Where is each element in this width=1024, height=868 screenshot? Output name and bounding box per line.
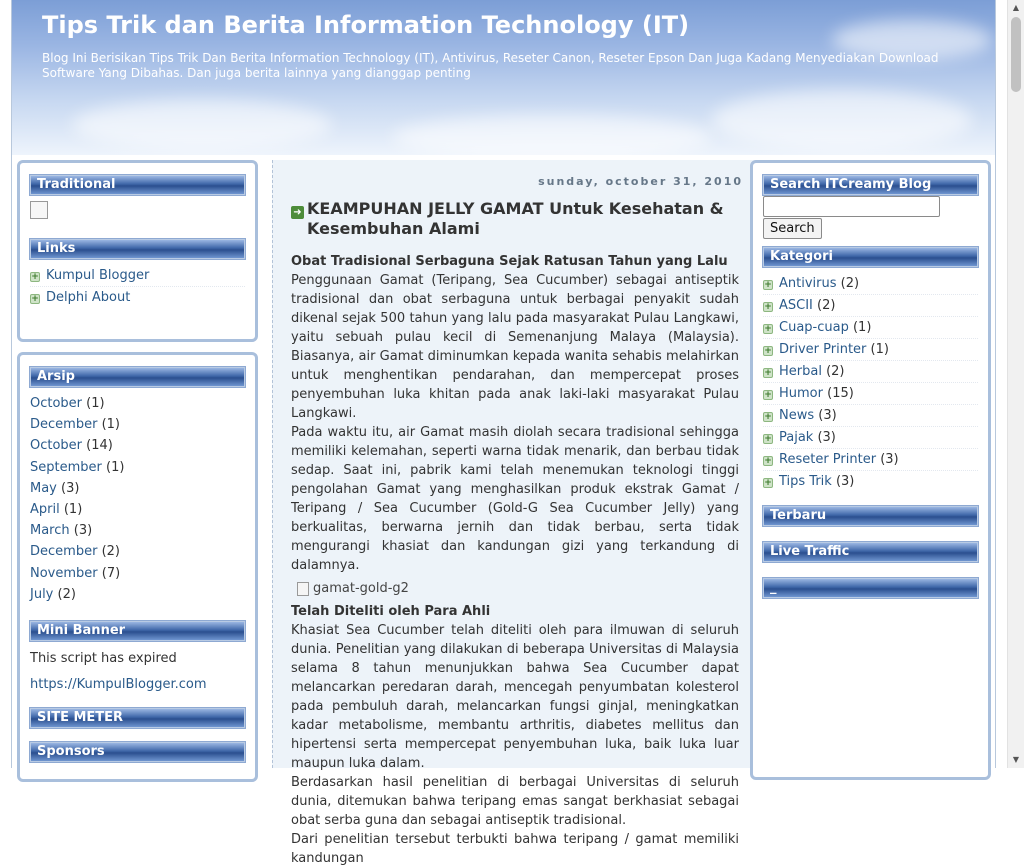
category-count: (2) bbox=[826, 364, 845, 379]
list-item bbox=[30, 287, 245, 308]
category-item bbox=[763, 317, 978, 339]
archive-count: (1) bbox=[63, 501, 83, 517]
spacer bbox=[763, 492, 978, 506]
spacer bbox=[30, 605, 245, 621]
archive-item bbox=[30, 541, 245, 562]
archive-count: (2) bbox=[101, 544, 120, 560]
post-subheading: Obat Tradisional Serbaguna Sejak Ratusan Tahun yang Lalu bbox=[291, 254, 728, 269]
archive-count: (1) bbox=[86, 396, 105, 411]
archive-link[interactable]: March bbox=[30, 523, 70, 539]
right-sidebar bbox=[750, 160, 991, 780]
category-item bbox=[763, 405, 978, 427]
cloud-decoration bbox=[712, 90, 972, 150]
bullet-plus-icon: + bbox=[764, 412, 772, 422]
widget-title-live-traffic: Live Traffic bbox=[763, 542, 978, 562]
category-item bbox=[763, 273, 978, 295]
widget-title-traditional: Traditional bbox=[30, 175, 245, 195]
category-count: (3) bbox=[835, 474, 855, 489]
categories-list bbox=[763, 273, 978, 492]
post-paragraph: Pada waktu itu, air Gamat masih diolah secara tradisional sehingga memiliki kelemahan, seperti warna tidak menarik, dan berbau tidak sedap. Saat ini, pabrik kami telah menemukan teknologi tinggi pengolahan Gamat yang menghasilkan produk ekstrak Gamat / Teripang / Sea Cucumber (Gold-G Sea Cucumber Jelly) yang berkualitas, berwarna jernih dan tidak berbau, serta tidak mengurangi khasiat dan kandungan gizi yang terkandung di dalamnya. bbox=[291, 425, 739, 573]
category-item bbox=[763, 449, 978, 471]
category-link[interactable]: Humor bbox=[779, 386, 823, 401]
category-count: (3) bbox=[817, 430, 836, 445]
widget-title-terbaru: Terbaru bbox=[763, 506, 978, 526]
category-item bbox=[763, 427, 978, 449]
category-link[interactable]: Cuap-cuap bbox=[779, 320, 849, 335]
bullet-plus-icon: + bbox=[31, 272, 39, 282]
category-link[interactable]: Herbal bbox=[779, 364, 822, 379]
list-item bbox=[30, 265, 245, 287]
post-subheading: Telah Diteliti oleh Para Ahli bbox=[291, 604, 491, 619]
post-title-link[interactable]: KEAMPUHAN JELLY GAMAT Untuk Kesehatan & Kesembuhan Alami bbox=[307, 199, 724, 238]
category-link[interactable]: Driver Printer bbox=[779, 342, 867, 357]
links-list bbox=[30, 265, 245, 308]
spacer bbox=[763, 568, 978, 578]
widget-title-search: Search ITCreamy Blog bbox=[763, 175, 978, 195]
link-delphi-about[interactable]: Delphi About bbox=[46, 290, 131, 305]
scroll-down-arrow-icon[interactable]: ▼ bbox=[1012, 755, 1020, 764]
category-count: (1) bbox=[870, 342, 889, 357]
archive-item bbox=[30, 584, 245, 605]
category-count: (1) bbox=[852, 320, 872, 335]
category-item bbox=[763, 383, 978, 405]
category-count: (2) bbox=[840, 276, 860, 291]
archive-link[interactable]: October bbox=[30, 396, 83, 411]
archive-link[interactable]: October bbox=[30, 438, 83, 454]
broken-image-icon[interactable] bbox=[30, 201, 48, 219]
widget-title-site-meter: SITE METER bbox=[30, 708, 245, 728]
archive-item bbox=[30, 520, 245, 541]
archive-count: (14) bbox=[86, 438, 113, 454]
category-link[interactable]: Reseter Printer bbox=[779, 452, 877, 467]
archive-link[interactable]: July bbox=[30, 586, 54, 602]
spacer bbox=[30, 698, 245, 708]
bullet-plus-icon: + bbox=[764, 390, 772, 400]
bullet-plus-icon: + bbox=[31, 294, 39, 304]
archive-item bbox=[30, 563, 245, 584]
page-frame bbox=[11, 0, 996, 866]
category-count: (3) bbox=[818, 408, 837, 423]
widget-title-categories: Kategori bbox=[763, 247, 978, 267]
bullet-plus-icon: + bbox=[764, 434, 772, 444]
archive-count: (3) bbox=[73, 523, 93, 539]
widget-title-archive: Arsip bbox=[30, 367, 245, 387]
archive-count: (2) bbox=[57, 586, 76, 602]
category-item bbox=[763, 339, 978, 361]
category-link[interactable]: Tips Trik bbox=[779, 474, 832, 489]
mini-banner-link[interactable]: https://KumpulBlogger.com bbox=[30, 676, 207, 692]
category-count: (15) bbox=[827, 386, 854, 401]
archive-link[interactable]: December bbox=[30, 544, 98, 560]
category-count: (3) bbox=[880, 452, 899, 467]
mini-banner-text: This script has expired bbox=[30, 650, 177, 666]
archive-link[interactable]: April bbox=[30, 501, 60, 517]
bullet-plus-icon: + bbox=[764, 280, 772, 290]
archive-link[interactable]: September bbox=[30, 459, 102, 475]
archive-count: (1) bbox=[106, 459, 125, 475]
category-link[interactable]: Antivirus bbox=[779, 276, 837, 291]
widget-title-mini-banner: Mini Banner bbox=[30, 621, 245, 641]
category-item bbox=[763, 295, 978, 317]
bullet-plus-icon: + bbox=[764, 368, 772, 378]
archive-count: (3) bbox=[61, 480, 80, 496]
archive-count: (1) bbox=[101, 417, 120, 433]
archive-item bbox=[30, 478, 245, 499]
category-link[interactable]: Pajak bbox=[779, 430, 814, 445]
archive-item bbox=[30, 499, 245, 520]
widget-title-sponsors: Sponsors bbox=[30, 742, 245, 762]
post-paragraph: Berdasarkan hasil penelitian di berbagai Universitas di seluruh dunia, ditemukan bahwa teripang emas sangat berkhasiat sebagai obat serba guna dan sebagai antiseptik tradisional. bbox=[291, 775, 739, 828]
archive-link[interactable]: May bbox=[30, 480, 57, 496]
spacer bbox=[763, 532, 978, 542]
category-count: (2) bbox=[817, 298, 836, 313]
cloud-decoration bbox=[392, 115, 712, 160]
archive-item bbox=[30, 414, 245, 435]
archive-item bbox=[30, 457, 245, 478]
category-item bbox=[763, 361, 978, 383]
cloud-decoration bbox=[72, 100, 332, 150]
post-body bbox=[291, 252, 739, 868]
post-date: sunday, october 31, 2010 bbox=[538, 175, 743, 188]
blog-header bbox=[12, 0, 995, 155]
archive-count: (7) bbox=[101, 565, 121, 581]
main-content bbox=[272, 160, 759, 866]
archive-list bbox=[30, 393, 245, 605]
left-sidebar-box-bottom bbox=[17, 352, 258, 782]
broken-image-icon bbox=[297, 582, 309, 596]
category-link[interactable]: News bbox=[779, 408, 815, 423]
bullet-plus-icon: + bbox=[764, 324, 772, 334]
post-paragraph: Penggunaan Gamat (Teripang, Sea Cucumber) sebagai antiseptik tradisional dan obat serbaguna untuk berbagai penyakit sudah dikenal sejak 500 tahun yang lalu pada masyarakat Pulau Langkawi, yaitu sebuah pulau kecil di Semenanjung Malaya (Malaysia). Biasanya, air Gamat diminumkan kepada wanita sehabis melahirkan untuk menghentikan pendarahan, dan mempercepat proses penyembuhan luka khitan pada anak laki-laki masyarakat Pulau Langkawi. bbox=[291, 273, 739, 421]
link-kumpul-blogger[interactable]: Kumpul Blogger bbox=[46, 268, 150, 283]
search-form bbox=[763, 196, 978, 239]
spacer bbox=[30, 734, 245, 742]
archive-item bbox=[30, 393, 245, 414]
search-button[interactable]: Search bbox=[763, 218, 822, 239]
post-paragraph: Dari penelitian tersebut terbukti bahwa teripang / gamat memiliki kandungan bbox=[291, 832, 739, 866]
blog-description: Blog Ini Berisikan Tips Trik Dan Berita Information Technology (IT), Antivirus, Reseter Canon, Reseter Epson Dan Juga Kadang Menyediakan Download Software Yang Dibahas. Dan juga berita lainnya yang dianggap penting bbox=[42, 51, 939, 80]
blog-title[interactable]: Tips Trik dan Berita Information Technology (IT) bbox=[42, 11, 690, 39]
category-item bbox=[763, 471, 978, 492]
post-title bbox=[291, 199, 731, 239]
widget-title-links: Links bbox=[30, 239, 245, 259]
page-scrollbar[interactable] bbox=[1007, 0, 1024, 768]
archive-link[interactable]: November bbox=[30, 565, 98, 581]
bullet-plus-icon: + bbox=[764, 478, 772, 488]
category-link[interactable]: ASCII bbox=[779, 298, 813, 313]
post-image-alt: gamat-gold-g2 bbox=[313, 581, 409, 596]
archive-link[interactable]: December bbox=[30, 417, 98, 433]
arrow-right-icon: ➜ bbox=[291, 206, 304, 219]
bullet-plus-icon: + bbox=[764, 456, 772, 466]
widget-title-underscore: _ bbox=[763, 578, 978, 598]
post-image bbox=[291, 575, 739, 602]
left-sidebar-box-top bbox=[17, 160, 258, 342]
bullet-plus-icon: + bbox=[764, 346, 772, 356]
post-paragraph: Khasiat Sea Cucumber telah diteliti oleh para ilmuwan di seluruh dunia. Penelitian yang dilakukan di beberapa Universitas di Malaysia selama 8 tahun menunjukkan bahwa Sea Cucumber dapat melancarkan peredaran darah, mencegah penyumbatan kolesterol pada pembuluh darah, melancarkan fungsi ginjal, meningkatkan kadar metabolisme, membantu arthritis, diabetes mellitus dan hipertensi serta mempercepat penyembuhan luka, baik luka luar maupun luka dalam. bbox=[291, 623, 739, 771]
bullet-plus-icon: + bbox=[764, 302, 772, 312]
scrollbar-thumb[interactable] bbox=[1011, 17, 1021, 92]
archive-item bbox=[30, 435, 245, 456]
search-input[interactable] bbox=[763, 196, 940, 217]
spacer bbox=[763, 239, 978, 247]
scroll-up-arrow-icon[interactable]: ▲ bbox=[1012, 3, 1020, 12]
